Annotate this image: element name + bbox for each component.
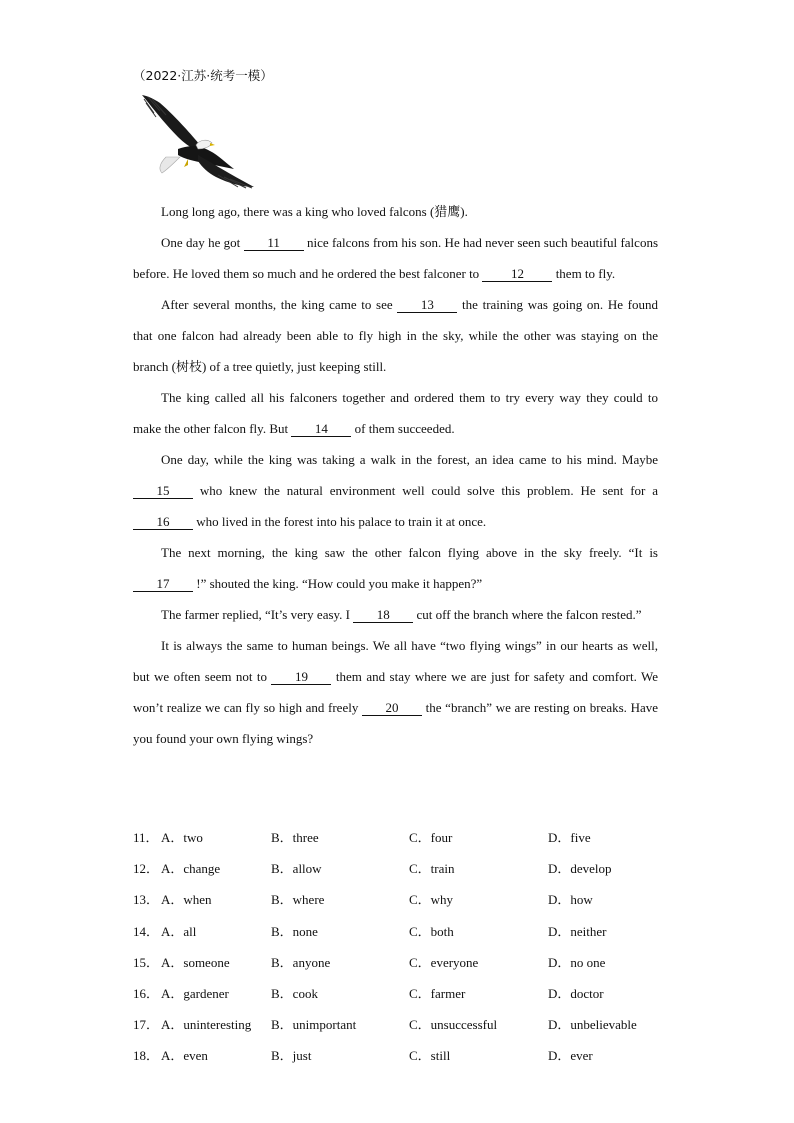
option-c[interactable]: C．both xyxy=(409,923,454,939)
option-b[interactable]: B．unimportant xyxy=(271,1017,357,1033)
paragraph-7: The farmer replied, “It’s very easy. I 18 cut off the branch where the falcon rested.” xyxy=(161,607,642,622)
option-c[interactable]: C．still xyxy=(409,1048,451,1064)
paragraph-2: One day he got 11 nice falcons from his son. He had never seen such beautiful falcons before. He loved them so much and he ordered the best falconer to 12 them to fly. xyxy=(133,235,659,281)
question-row xyxy=(133,821,693,852)
option-a[interactable]: A．someone xyxy=(161,954,230,970)
question-number: 11． xyxy=(133,830,159,845)
option-b[interactable]: B．three xyxy=(271,830,319,845)
option-d[interactable]: D．doctor xyxy=(548,985,604,1001)
option-c[interactable]: C．unsuccessful xyxy=(409,1017,498,1033)
option-b[interactable]: B．none xyxy=(271,923,318,939)
blank-20: 20 xyxy=(362,700,422,716)
source-tag: （2022·江苏·统考一模） xyxy=(133,68,273,83)
reading-passage xyxy=(133,196,658,754)
paragraph-3: After several months, the king came to see 13 the training was going on. He found that one falcon had already been able to fly high in the sky, while the other was staying on the branch (树枝) of a tree quietly, just keeping still. xyxy=(133,297,658,374)
question-number: 15． xyxy=(133,954,160,970)
option-c[interactable]: C．why xyxy=(409,892,454,908)
blank-15: 15 xyxy=(133,483,193,499)
option-d[interactable]: D．unbelievable xyxy=(548,1017,637,1033)
option-a[interactable]: A．change xyxy=(161,861,221,877)
question-row xyxy=(133,1039,693,1070)
option-c[interactable]: C．train xyxy=(409,861,455,877)
option-b[interactable]: B．cook xyxy=(271,985,318,1001)
blank-17: 17 xyxy=(133,576,193,592)
question-number: 14． xyxy=(133,923,160,939)
option-b[interactable]: B．just xyxy=(271,1048,312,1064)
option-d[interactable]: D．develop xyxy=(548,861,612,877)
question-number: 18． xyxy=(133,1048,160,1064)
option-d[interactable]: D．how xyxy=(548,892,593,908)
eagle-illustration xyxy=(138,93,258,193)
question-row xyxy=(133,883,693,914)
option-d[interactable]: D．neither xyxy=(548,923,607,939)
option-c[interactable]: C．farmer xyxy=(409,985,466,1001)
question-row xyxy=(133,1008,693,1039)
option-d[interactable]: D．no one xyxy=(548,954,606,970)
blank-13: 13 xyxy=(397,297,457,313)
blank-11: 11 xyxy=(244,235,304,251)
question-number: 13． xyxy=(133,892,160,908)
blank-18: 18 xyxy=(353,607,413,623)
option-c[interactable]: C．four xyxy=(409,830,453,845)
paragraph-8: It is always the same to human beings. We all have “two flying wings” in our hearts as well, but we often seem not to 19 them and stay where we are just for safety and comfort. We won’t realize we can fly so high and freely 20 the “branch” we are resting on breaks. Have you found your own flying wings? xyxy=(133,638,659,746)
option-a[interactable]: A．uninteresting xyxy=(161,1017,252,1033)
paragraph-4: The king called all his falconers together and ordered them to try every way they could to make the other falcon fly. But 14 of them succeeded. xyxy=(133,390,658,436)
question-number: 12． xyxy=(133,861,160,877)
option-a[interactable]: A．gardener xyxy=(161,985,229,1001)
option-d[interactable]: D．ever xyxy=(548,1048,593,1064)
answer-options xyxy=(133,821,693,1071)
option-a[interactable]: A．when xyxy=(161,892,212,908)
blank-12: 12 xyxy=(482,266,552,282)
paragraph-6: The next morning, the king saw the other falcon flying above in the sky freely. “It is 17 !” shouted the king. “How could you make it happen?” xyxy=(133,537,658,599)
blank-16: 16 xyxy=(133,514,193,530)
option-a[interactable]: A．all xyxy=(161,923,197,939)
question-row xyxy=(133,946,693,977)
option-a[interactable]: A．two xyxy=(161,830,203,845)
option-d[interactable]: D．five xyxy=(548,830,591,845)
question-row xyxy=(133,915,693,946)
question-row xyxy=(133,852,693,883)
paragraph-1: Long long ago, there was a king who loved falcons (猎鹰). xyxy=(161,204,468,219)
paragraph-5: One day, while the king was taking a walk in the forest, an idea came to his mind. Maybe 15 who knew the natural environment well could solve this problem. He sent for a 16 who lived in the forest into his palace to train it at once. xyxy=(133,444,658,537)
blank-14: 14 xyxy=(291,421,351,437)
option-c[interactable]: C．everyone xyxy=(409,954,479,970)
blank-19: 19 xyxy=(271,669,331,685)
question-number: 17． xyxy=(133,1017,160,1033)
option-b[interactable]: B．allow xyxy=(271,861,322,877)
option-b[interactable]: B．anyone xyxy=(271,954,331,970)
question-row xyxy=(133,977,693,1008)
question-number: 16． xyxy=(133,985,160,1001)
option-b[interactable]: B．where xyxy=(271,892,325,908)
option-a[interactable]: A．even xyxy=(161,1048,208,1064)
